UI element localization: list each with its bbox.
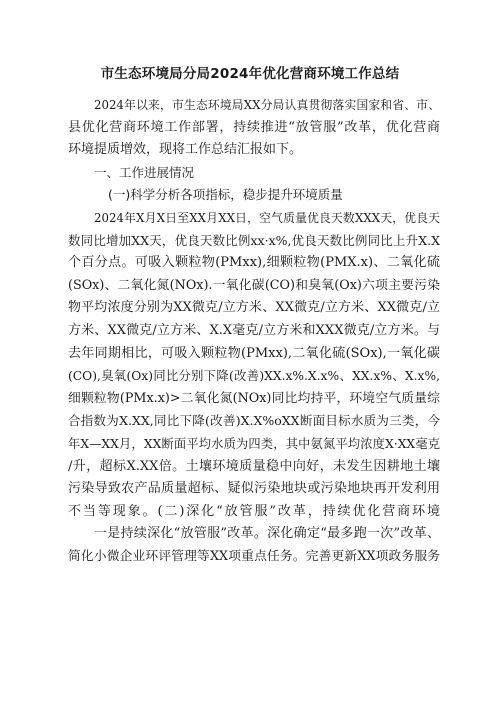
- paragraph-line: 污染导致农产品质量超标、疑似污染地块或污染地块再开发利用: [68, 481, 440, 497]
- paragraph-line: (CO),臭氧(Ox)同比分别下降(改善)XX.x%.X.x%、XX.x%、X.x%,: [68, 369, 440, 384]
- paragraph-line: 环境提质增效，现将工作总结汇报如下。: [68, 142, 303, 158]
- paragraph-line: 2024年X月X日至XX月XX日，空气质量优良天数XXX天，优良天: [94, 210, 440, 225]
- document-title: 市生态环境局分局2024年优化营商环境工作总结: [100, 66, 400, 82]
- paragraph-line: (SOx)、二氧化氮(NOx).一氧化碳(CO)和臭氧(Ox)六项主要污染: [68, 277, 440, 293]
- paragraph-line: 一是持续深化“放管服”改革。深化确定“最多跑一次”改革、: [94, 526, 440, 542]
- paragraph-line: 2024年以来，市生态环境局XX分局认真贯彻落实国家和省、市、: [94, 98, 440, 112]
- paragraph-line: 简化小微企业环评管理等XX项重点任务。完善更新XX项政务服务: [68, 548, 440, 564]
- paragraph-line: 个百分点。可吸入颗粒物(PMxx),细颗粒物(PMX.x)、二氧化硫: [68, 255, 440, 271]
- paragraph-line: 数同比增加XX天，优良天数比例xx·x%,优良天数比例同比上升X.X: [68, 232, 440, 248]
- paragraph-line: 县优化营商环境工作部署，持续推进“放管服”改革，优化营商: [68, 119, 440, 135]
- paragraph-line: 年X—XX月，XX断面平均水质为四类，其中氨氮平均浓度X·XX毫克: [68, 436, 440, 451]
- paragraph-line: /升，超标X.XX倍。土壤环境质量稳中向好，未发生因耕地土壤: [68, 458, 440, 474]
- paragraph-line: 物平均浓度分别为XX微克/立方米、XX微克/立方米、XX微克/立: [68, 300, 440, 316]
- paragraph-line: 不当等现象。(二)深化“放管服”改革，持续优化营商环境: [68, 503, 440, 519]
- paragraph-line: 去年同期相比，可吸入颗粒物(PMxx),二氧化硫(SOx),一氧化碳: [68, 345, 440, 361]
- paragraph-line: 细颗粒物(PMx.x)>二氧化氮(NOx)同比均持平，环境空气质量综: [68, 390, 440, 406]
- document-body: [68, 94, 440, 568]
- paragraph-line: 合指数为X.XX,同比下降(改善)X.X%oXX断面目标水质为三类，今: [68, 413, 440, 429]
- section-heading: 一、工作进展情况: [94, 164, 195, 180]
- subsection-heading: (一)科学分析各项指标，稳步提升环境质量: [108, 187, 343, 203]
- paragraph-line: 方米、XX微克/立方米、X.X毫克/立方米和XXX微克/立方米。与: [68, 322, 440, 338]
